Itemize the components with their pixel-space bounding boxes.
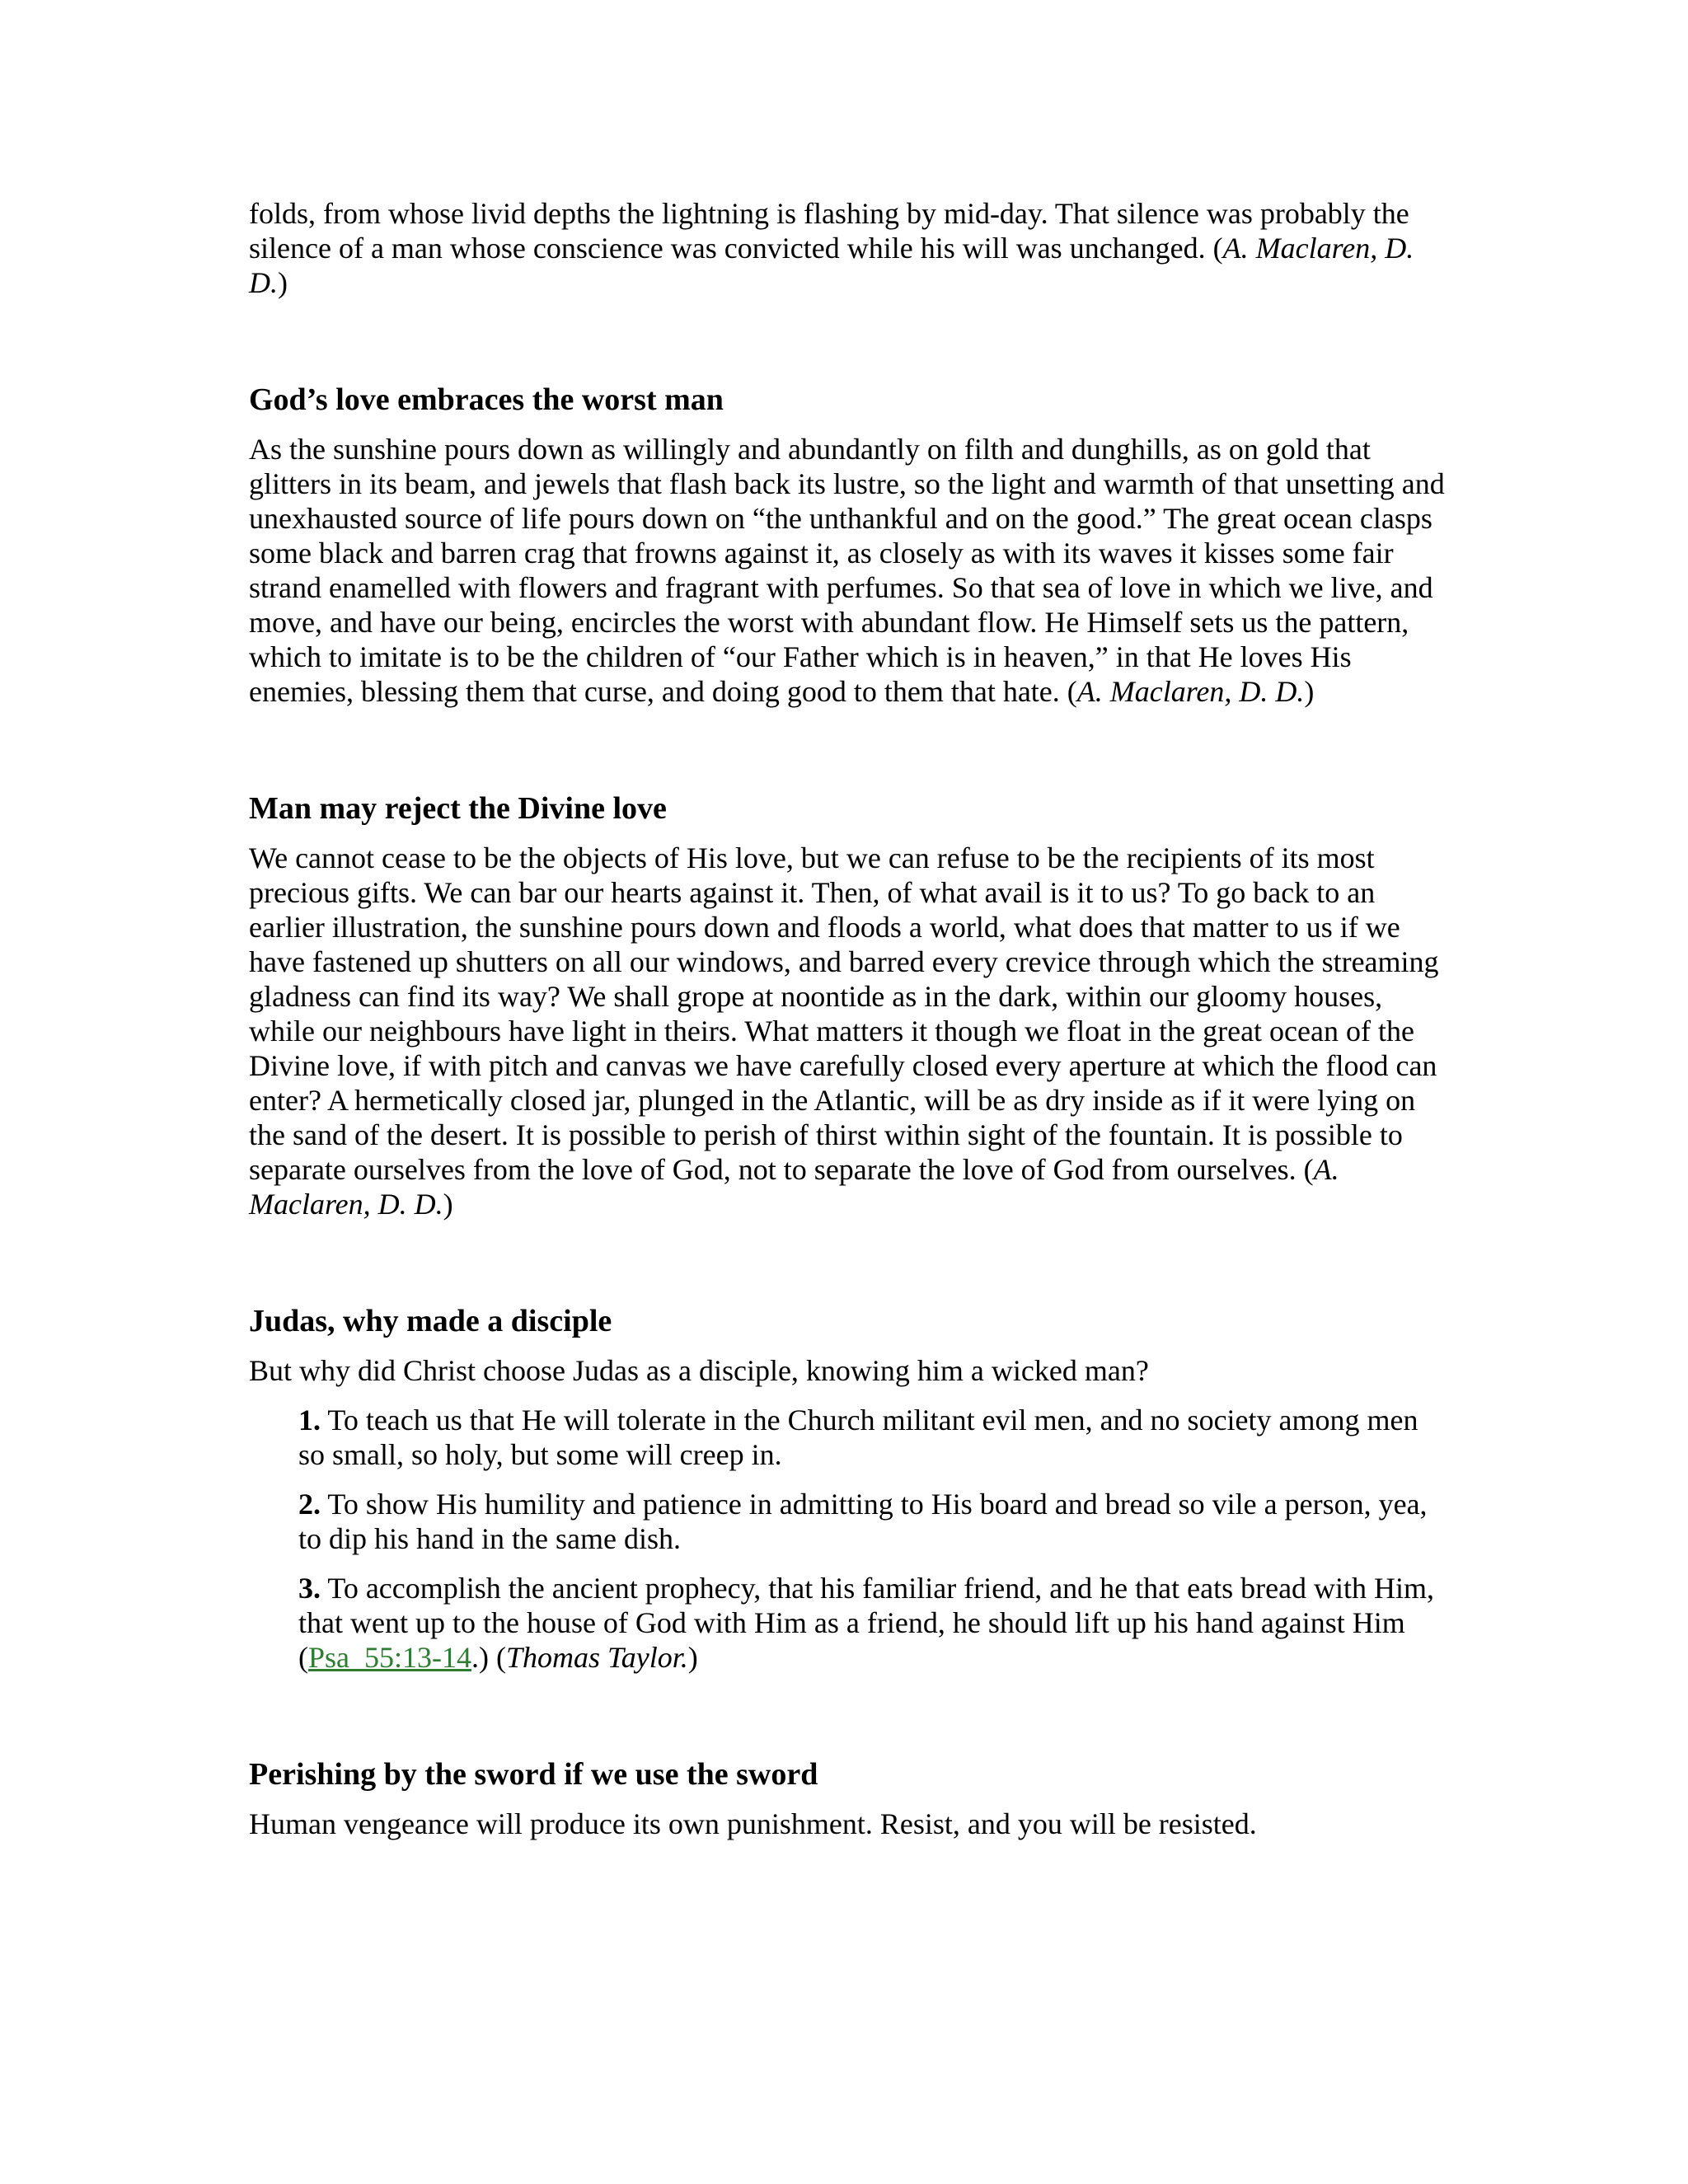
section-gods-love xyxy=(249,382,1446,709)
item-text: To teach us that He will tolerate in the Church militant evil men, and no society among men so small, so holy, but some will creep in. xyxy=(298,1404,1418,1471)
numbered-list xyxy=(298,1403,1446,1675)
citation: A. Maclaren, D. D. xyxy=(249,1153,1339,1221)
section-heading: God’s love embraces the worst man xyxy=(249,382,724,417)
list-item xyxy=(298,1403,1446,1472)
section-judas xyxy=(249,1304,1446,1675)
citation-close: ) xyxy=(1304,675,1315,708)
section-sword xyxy=(249,1757,1446,1841)
section-paragraph: Human vengeance will produce its own punishment. Resist, and you will be resisted. xyxy=(249,1807,1257,1840)
document-page xyxy=(249,196,1446,1841)
list-item xyxy=(298,1487,1446,1556)
citation: Thomas Taylor. xyxy=(505,1641,688,1674)
citation-close: ) xyxy=(278,266,288,299)
section-paragraph: But why did Christ choose Judas as a disciple, knowing him a wicked man? xyxy=(249,1354,1149,1387)
citation-close: ) xyxy=(443,1188,453,1221)
item-text: To accomplish the ancient prophecy, that his familiar friend, and he that eats bread with Him, that went up to the house of God with Him as a friend, he should lift up his hand against Him ( xyxy=(298,1572,1435,1674)
citation: A. Maclaren, D. D. xyxy=(249,232,1414,299)
section-reject-love xyxy=(249,791,1446,1221)
section-heading: Perishing by the sword if we use the sword xyxy=(249,1757,818,1792)
list-item xyxy=(298,1571,1446,1675)
item-text: .) ( xyxy=(471,1641,506,1674)
citation: A. Maclaren, D. D. xyxy=(1076,675,1305,708)
item-text: To show His humility and patience in admitting to His board and bread so vile a person, yea, to dip his hand in the same dish. xyxy=(298,1488,1428,1555)
item-number: 3. xyxy=(298,1572,321,1605)
item-number: 1. xyxy=(298,1404,321,1436)
paragraph-text: We cannot cease to be the objects of His love, but we can refuse to be the recipients of its most precious gifts. We can bar our hearts against it. Then, of what avail is it to us? To go back to an earlier illustration, the sunshine pours down and floods a world, what does that matter to us if we have fastened up shutters on all our windows, and barred every crevice through which the streaming gladness can find its way? We shall grope at noontide as in the dark, within our gloomy houses, while our neighbours have light in theirs. What matters it though we float in the great ocean of the Divine love, if with pitch and canvas we have carefully closed every aperture at which the flood can enter? A hermetically closed jar, plunged in the Atlantic, will be as dry inside as if it were lying on the sand of the desert. It is possible to perish of thirst within sight of the fountain. It is possible to separate ourselves from the love of God, not to separate the love of God from ourselves. ( xyxy=(249,841,1439,1186)
section-paragraph xyxy=(249,432,1446,709)
item-number: 2. xyxy=(298,1488,321,1521)
section-heading: Judas, why made a disciple xyxy=(249,1304,612,1338)
intro-paragraph xyxy=(249,196,1446,300)
intro-text: folds, from whose livid depths the lightning is flashing by mid-day. That silence was probably the silence of a man whose conscience was convicted while his will was unchanged. ( xyxy=(249,197,1409,265)
section-heading: Man may reject the Divine love xyxy=(249,791,667,826)
citation-close: ) xyxy=(687,1641,698,1674)
paragraph-text: As the sunshine pours down as willingly and abundantly on filth and dunghills, as on gold that glitters in its beam, and jewels that flash back its lustre, so the light and warmth of that unsetting and unexhausted source of life pours down on “the unthankful and on the good.” The great ocean clasps some black and barren crag that frowns against it, as closely as with its waves it kisses some fair strand enamelled with flowers and fragrant with perfumes. So that sea of love in which we live, and move, and have our being, encircles the worst with abundant flow. He Himself sets us the pattern, which to imitate is to be the children of “our Father which is in heaven,” in that He loves His enemies, blessing them that curse, and doing good to them that hate. ( xyxy=(249,433,1445,708)
scripture-reference-link[interactable]: Psa_55:13-14 xyxy=(308,1641,471,1674)
section-paragraph xyxy=(249,841,1446,1221)
